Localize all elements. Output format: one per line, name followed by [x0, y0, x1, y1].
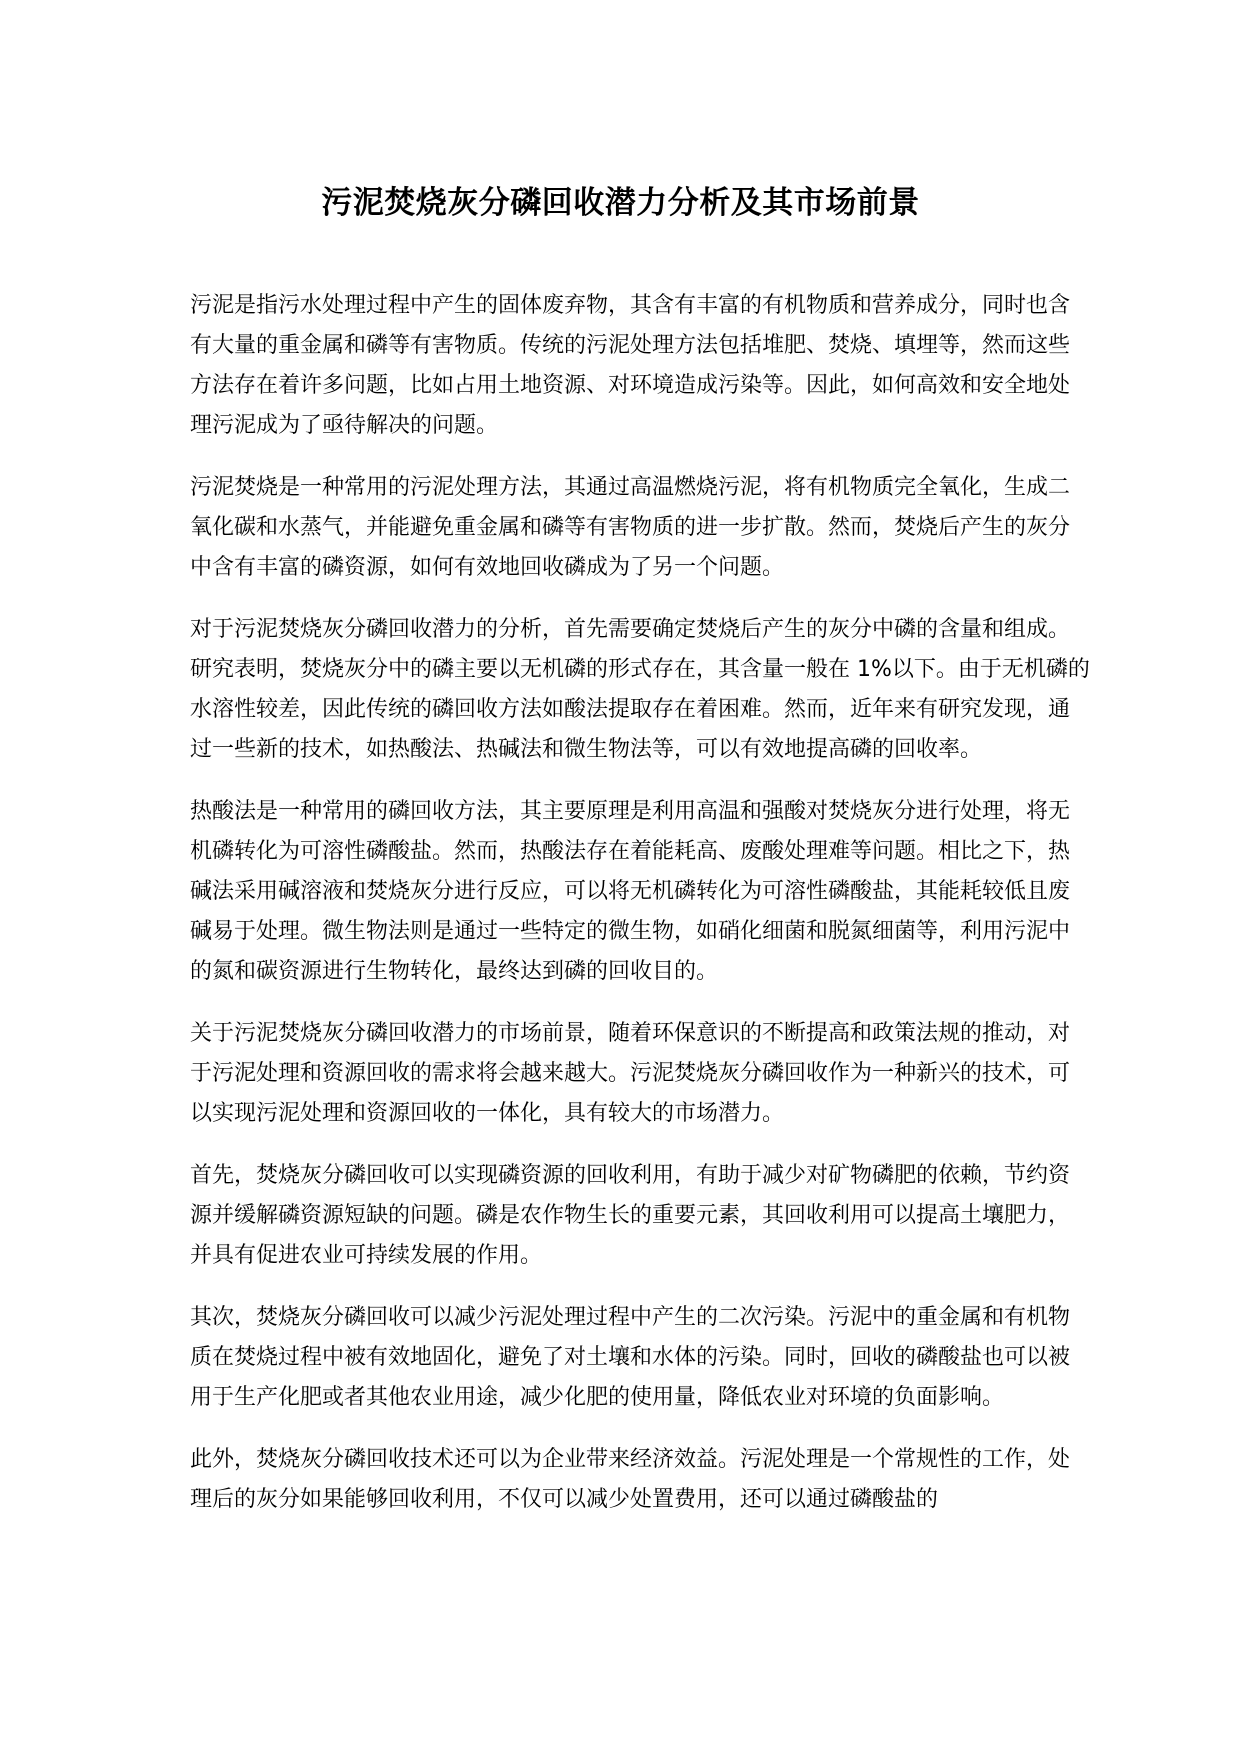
- paragraph-6: 首先，焚烧灰分磷回收可以实现磷资源的回收利用，有助于减少对矿物磷肥的依赖，节约资源并缓解磷资源短缺的问题。磷是农作物生长的重要元素，其回收利用可以提高土壤肥力，并具有促进农业可持续发展的作用。: [190, 1163, 1071, 1268]
- paragraph-3: 对于污泥焚烧灰分磷回收潜力的分析，首先需要确定焚烧后产生的灰分中磷的含量和组成。研究表明，焚烧灰分中的磷主要以无机磷的形式存在，其含量一般在 1%以下。由于无机磷的水溶性较差，因此传统的磷回收方法如酸法提取存在着困难。然而，近年来有研究发现，通过一些新的技术，如热酸法、热碱法和微生物法等，可以有效地提高磷的回收率。: [190, 617, 1090, 762]
- page-title: 污泥焚烧灰分磷回收潜力分析及其市场前景: [321, 185, 920, 221]
- paragraph-8: 此外，焚烧灰分磷回收技术还可以为企业带来经济效益。污泥处理是一个常规性的工作，处理后的灰分如果能够回收利用，不仅可以减少处置费用，还可以通过磷酸盐的: [190, 1447, 1071, 1512]
- paragraph-1: 污泥是指污水处理过程中产生的固体废弃物，其含有丰富的有机物质和营养成分，同时也含有大量的重金属和磷等有害物质。传统的污泥处理方法包括堆肥、焚烧、填埋等，然而这些方法存在着许多问题，比如占用土地资源、对环境造成污染等。因此，如何高效和安全地处理污泥成为了亟待解决的问题。: [190, 293, 1071, 438]
- paragraph-7: 其次，焚烧灰分磷回收可以减少污泥处理过程中产生的二次污染。污泥中的重金属和有机物质在焚烧过程中被有效地固化，避免了对土壤和水体的污染。同时，回收的磷酸盐也可以被用于生产化肥或者其他农业用途，减少化肥的使用量，降低农业对环境的负面影响。: [190, 1305, 1071, 1410]
- paragraph-4: 热酸法是一种常用的磷回收方法，其主要原理是利用高温和强酸对焚烧灰分进行处理，将无机磷转化为可溶性磷酸盐。然而，热酸法存在着能耗高、废酸处理难等问题。相比之下，热碱法采用碱溶液和焚烧灰分进行反应，可以将无机磷转化为可溶性磷酸盐，其能耗较低且废碱易于处理。微生物法则是通过一些特定的微生物，如硝化细菌和脱氮细菌等，利用污泥中的氮和碳资源进行生物转化，最终达到磷的回收目的。: [190, 799, 1071, 984]
- document-body: [190, 286, 1090, 1542]
- paragraph-2: 污泥焚烧是一种常用的污泥处理方法，其通过高温燃烧污泥，将有机物质完全氧化，生成二氧化碳和水蒸气，并能避免重金属和磷等有害物质的进一步扩散。然而，焚烧后产生的灰分中含有丰富的磷资源，如何有效地回收磷成为了另一个问题。: [190, 475, 1071, 580]
- paragraph-5: 关于污泥焚烧灰分磷回收潜力的市场前景，随着环保意识的不断提高和政策法规的推动，对于污泥处理和资源回收的需求将会越来越大。污泥焚烧灰分磷回收作为一种新兴的技术，可以实现污泥处理和资源回收的一体化，具有较大的市场潜力。: [190, 1021, 1071, 1126]
